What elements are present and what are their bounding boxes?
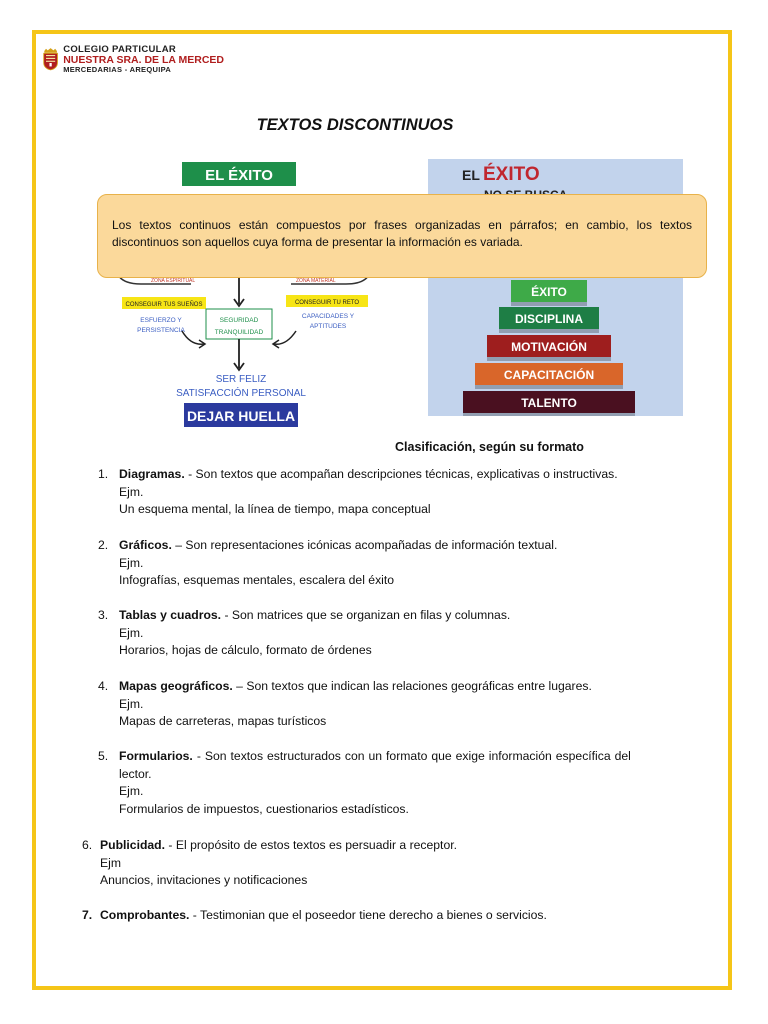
list-item-description: – Son textos que indican las relaciones geográficas entre lugares.	[232, 679, 592, 693]
list-item-examples: Formularios de impuestos, cuestionarios estadísticos.	[119, 801, 409, 816]
list-item-description: – Son representaciones icónicas acompañadas de información textual.	[171, 538, 558, 552]
left-text-2: PERSISTENCIA	[137, 327, 185, 334]
list-item-description: - Son textos que acompañan descripciones técnicas, explicativas o instructivas.	[184, 467, 618, 481]
left-text-1: ESFUERZO Y	[140, 317, 182, 324]
pyramid-step-shadow	[487, 357, 611, 361]
list-item-examples: Anuncios, invitaciones y notificaciones	[100, 873, 308, 888]
center-text-1: SEGURIDAD	[219, 317, 259, 324]
pyramid-step-label: ÉXITO	[531, 285, 567, 299]
list-item-description: - El propósito de estos textos es persuadir a receptor.	[165, 838, 457, 852]
pyramid-step-shadow	[475, 385, 623, 389]
list-item-description: - Testimonian que el poseedor tiene derecho a bienes o servicios.	[189, 908, 547, 922]
list-item-term: Tablas y cuadros.	[119, 608, 222, 622]
list-item	[82, 837, 690, 890]
right-text-1: CAPACIDADES Y	[301, 313, 355, 320]
list-item-examples: Horarios, hojas de cálculo, formato de órdenes	[119, 643, 372, 658]
logo-line-3: MERCEDARIAS - AREQUIPA	[63, 64, 172, 74]
bottom-text-1: SER FELIZ	[215, 374, 267, 385]
pyramid-title-prefix: EL	[462, 167, 480, 183]
list-item-example-label: Ejm	[100, 855, 121, 870]
definition-callout	[97, 194, 707, 278]
list-item-number: 7.	[82, 908, 93, 922]
list-item-examples: Un esquema mental, la línea de tiempo, mapa conceptual	[119, 502, 431, 517]
list-item-example-label: Ejm.	[119, 696, 144, 711]
list-item-number: 4.	[98, 679, 109, 693]
list-item-term: Comprobantes.	[100, 908, 190, 922]
list-item-example-label: Ejm.	[119, 555, 144, 570]
list-item	[98, 678, 690, 731]
list-item	[98, 607, 690, 660]
bottom-banner: DEJAR HUELLA	[186, 408, 296, 424]
list-item-example-label: Ejm.	[119, 784, 144, 799]
callout-text: Los textos continuos están compuestos por frases organizadas en párrafos; en cambio, los textos discontinuos son aquellos cuya forma de presentar la información es variada.	[112, 218, 692, 249]
pyramid-step-label: DISCIPLINA	[514, 312, 584, 326]
list-item-term: Gráficos.	[119, 538, 172, 552]
list-item-description: - Son textos estructurados con un formato que exige información específica del	[192, 749, 631, 763]
list-item-examples: Infografías, esquemas mentales, escalera del éxito	[119, 573, 395, 588]
list-item-number: 3.	[98, 608, 109, 622]
logo-line-1: COLEGIO PARTICULAR	[63, 43, 177, 55]
list-item-term: Diagramas.	[119, 467, 185, 481]
list-item-description-continued: lector.	[119, 766, 152, 781]
list-item-number: 1.	[98, 467, 109, 481]
list-item-term: Publicidad.	[100, 838, 166, 852]
list-item-term: Formularios.	[119, 749, 193, 763]
document-title: TEXTOS DISCONTINUOS	[256, 116, 454, 134]
pyramid-step-label: CAPACITACIÓN	[503, 368, 595, 382]
list-item-description: - Son matrices que se organizan en filas y columnas.	[221, 608, 511, 622]
list-item-number: 5.	[98, 749, 109, 763]
pyramid-step-label: TALENTO	[521, 396, 577, 410]
list-item-term: Mapas geográficos.	[119, 679, 233, 693]
list-item-number: 2.	[98, 538, 109, 552]
tag-right: CONSEGUIR TU RETO	[294, 300, 360, 306]
school-crest-icon	[42, 39, 59, 79]
zone-left-label: ZONA ESPIRITUAL	[151, 278, 196, 284]
bottom-text-2: SATISFACCIÓN PERSONAL	[176, 388, 306, 399]
right-text-2: APTITUDES	[309, 323, 347, 330]
pyramid-step-shadow	[511, 302, 587, 306]
classification-heading: Clasificación, según su formato	[395, 440, 584, 454]
pyramid-title-word: ÉXITO	[483, 164, 540, 185]
list-item-example-label: Ejm.	[119, 484, 144, 499]
list-item-number: 6.	[82, 838, 93, 852]
pyramid-step-shadow	[499, 329, 599, 333]
zone-right-label: ZONA MATERIAL	[296, 278, 336, 284]
list-item	[98, 466, 690, 519]
center-text-2: TRANQUILIDAD	[214, 329, 264, 336]
list-item	[82, 907, 690, 925]
school-logo	[42, 38, 224, 80]
list-item-examples: Mapas de carreteras, mapas turísticos	[119, 714, 327, 729]
tag-left: CONSEGUIR TUS SUEÑOS	[125, 302, 203, 308]
list-item	[98, 748, 690, 818]
flowchart-banner: EL ÉXITO	[205, 167, 273, 184]
list-item	[98, 537, 690, 590]
pyramid-step-shadow	[463, 413, 635, 416]
logo-line-2: NUESTRA SRA. DE LA MERCED	[63, 53, 224, 66]
list-item-example-label: Ejm.	[119, 625, 144, 640]
pyramid-step-label: MOTIVACIÓN	[511, 340, 587, 354]
